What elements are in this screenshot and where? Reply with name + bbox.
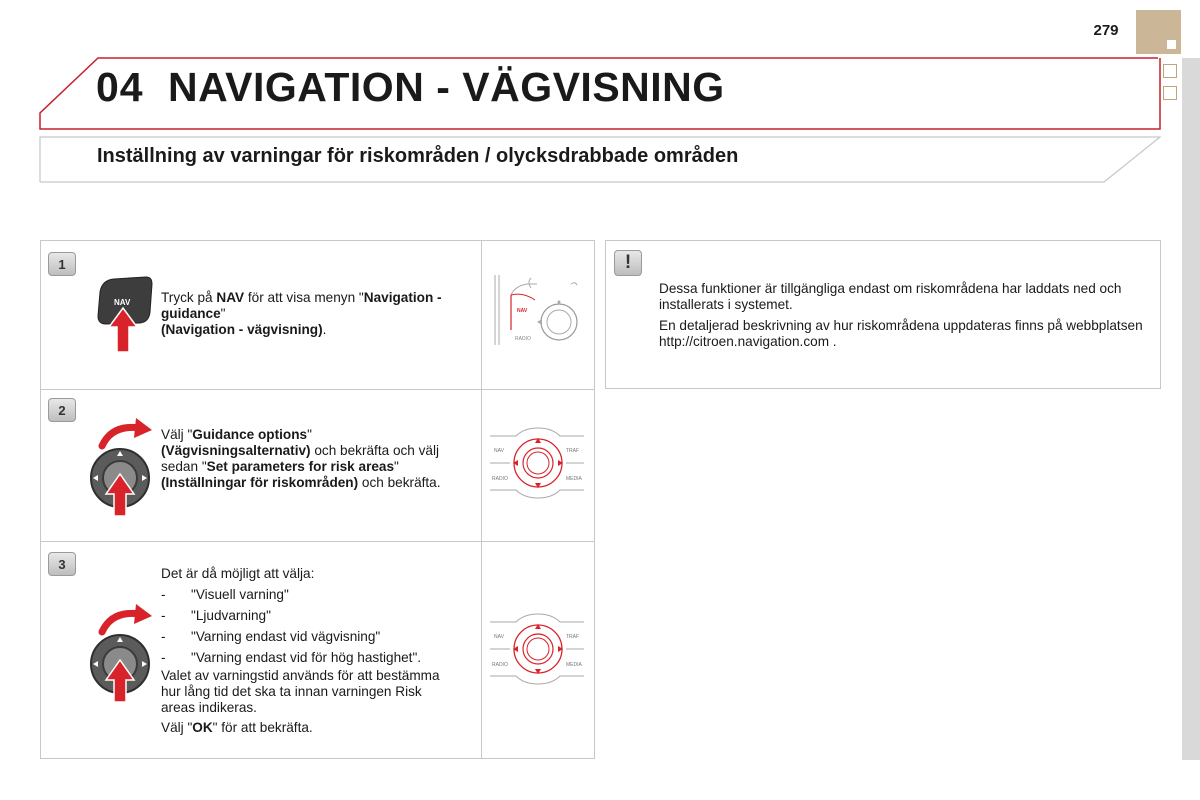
list-item: - "Ljudvarning" (161, 608, 471, 624)
rotary-knob-icon (86, 416, 160, 520)
svg-text:NAV: NAV (494, 448, 504, 454)
warning-paragraph: Dessa funktioner är tillgängliga endast om riskområdena har laddats ned och installerats i systemet. (659, 281, 1122, 312)
svg-text:NAV: NAV (494, 634, 504, 640)
svg-text:MEDIA: MEDIA (566, 476, 582, 482)
svg-text:RADIO: RADIO (492, 476, 508, 482)
step-3-confirm: Välj "OK" för att bekräfta. (161, 720, 313, 735)
page-number: 279 (1093, 22, 1119, 39)
step-2-illustration (486, 424, 588, 500)
svg-text:TRAF: TRAF (566, 634, 580, 640)
warning-text (659, 281, 1151, 355)
options-list (161, 587, 471, 666)
step-1-illustration (487, 270, 587, 350)
list-item: - "Varning endast vid vägvisning" (161, 629, 471, 645)
svg-text:RADIO: RADIO (515, 336, 531, 342)
step-2-badge: 2 (48, 398, 76, 422)
svg-text:RADIO: RADIO (492, 662, 508, 668)
step-3-text (161, 566, 471, 736)
step-1-badge: 1 (48, 252, 76, 276)
step-3-illustration (486, 610, 588, 686)
row-divider (40, 389, 595, 390)
row-divider (40, 541, 595, 542)
step-3-intro: Det är då möjligt att välja: (161, 566, 315, 581)
step-3-after: Valet av varningstid används för att bestämma hur lång tid det ska ta innan varningen Risk areas indikeras. (161, 668, 440, 715)
warning-paragraph: En detaljerad beskrivning av hur riskområdena uppdateras finns på webbplatsen http://citroen.navigation.com . (659, 318, 1143, 349)
nav-key-label: NAV (114, 298, 131, 307)
chapter-title: NAVIGATION - VÄGVISNING (168, 64, 725, 110)
warning-icon: ! (614, 250, 642, 276)
step-3-badge: 3 (48, 552, 76, 576)
chapter-number: 04 (96, 64, 144, 110)
step-2-text: Välj "Guidance options" (Vägvisningsalternativ) och bekräfta och välj sedan "Set parameters for risk areas" (Inställningar för riskområden) och bekräfta. (161, 427, 441, 490)
step-1-text: Tryck på NAV för att visa menyn "Navigation - guidance" (Navigation - vägvisning). (161, 290, 442, 337)
svg-text:NAV: NAV (517, 308, 528, 314)
svg-text:MEDIA: MEDIA (566, 662, 582, 668)
column-divider (481, 240, 482, 759)
rotary-knob-icon (86, 602, 160, 706)
nav-button-icon (94, 272, 156, 354)
list-item: - "Visuell varning" (161, 587, 471, 603)
section-title: Inställning av varningar för riskområden / olycksdrabbade områden (97, 145, 739, 167)
list-item: - "Varning endast vid för hög hastighet". (161, 650, 471, 666)
svg-text:TRAF: TRAF (566, 448, 580, 454)
